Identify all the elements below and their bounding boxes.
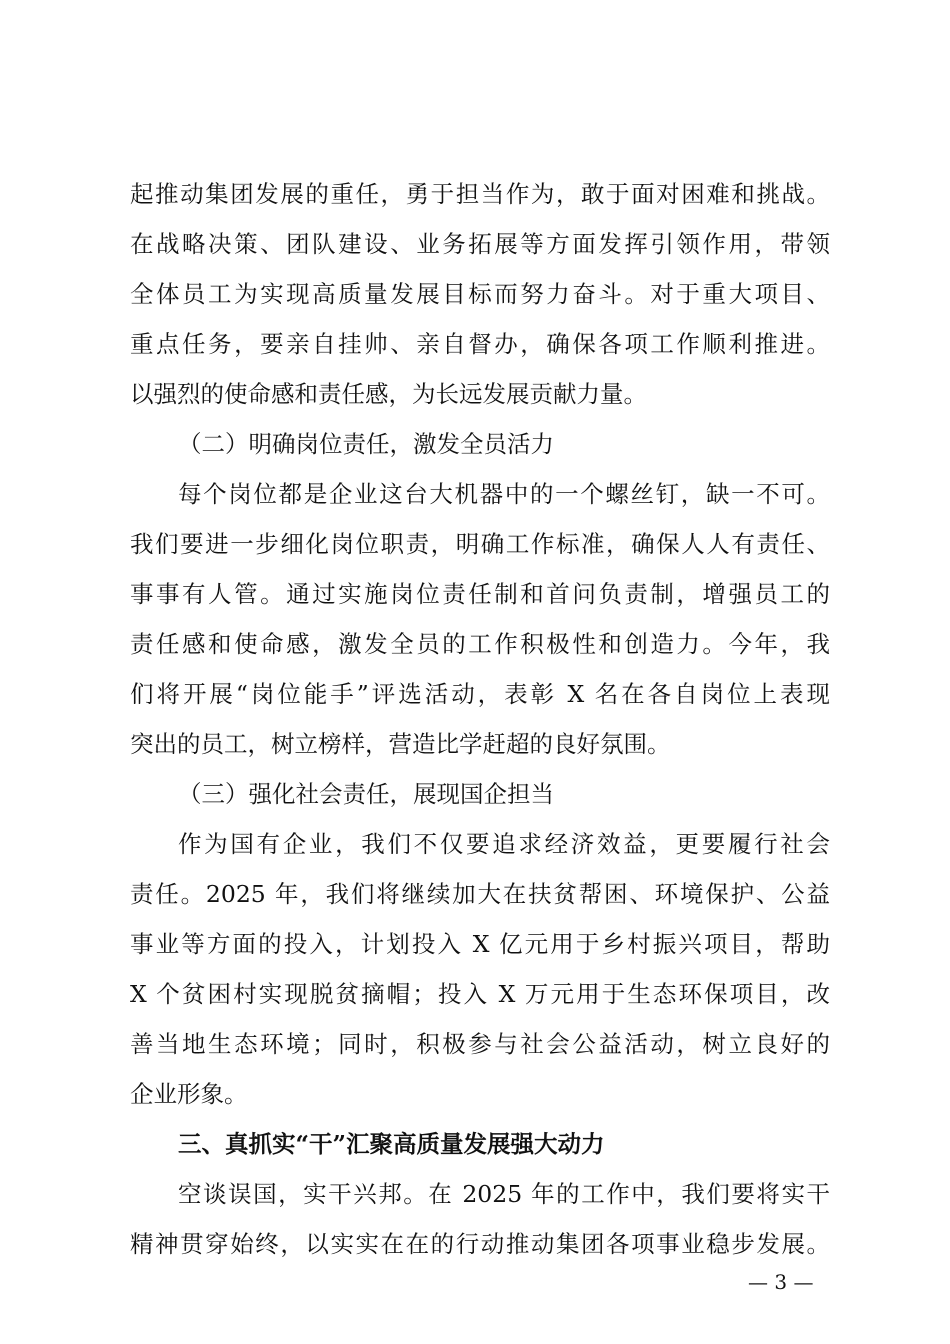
section-heading-3: （三）强化社会责任，展现国企担当	[178, 780, 554, 808]
paragraph-line: 们将开展“岗位能手”评选活动，表彰 X 名在各自岗位上表现	[130, 680, 830, 708]
paragraph-line: X 个贫困村实现脱贫摘帽；投入 X 万元用于生态环保项目，改	[130, 980, 830, 1008]
paragraph-line: 我们要进一步细化岗位职责，明确工作标准，确保人人有责任、	[130, 530, 830, 558]
paragraph-line: 精神贯穿始终，以实实在在的行动推动集团各项事业稳步发展。	[130, 1230, 830, 1258]
paragraph-line: 事事有人管。通过实施岗位责任制和首问负责制，增强员工的	[130, 580, 830, 608]
paragraph-line: 每个岗位都是企业这台大机器中的一个螺丝钉，缺一不可。	[178, 480, 830, 508]
paragraph-line: 责任。2025 年，我们将继续加大在扶贫帮困、环境保护、公益	[130, 880, 830, 908]
paragraph-line: 作为国有企业，我们不仅要追求经济效益，更要履行社会	[178, 830, 830, 858]
paragraph-line: 全体员工为实现高质量发展目标而努力奋斗。对于重大项目、	[130, 280, 830, 308]
paragraph-line: 空谈误国，实干兴邦。在 2025 年的工作中，我们要将实干	[178, 1180, 830, 1208]
paragraph-line: 重点任务，要亲自挂帅、亲自督办，确保各项工作顺利推进。	[130, 330, 830, 358]
paragraph-line: 善当地生态环境；同时，积极参与社会公益活动，树立良好的	[130, 1030, 830, 1058]
page-number: — 3 —	[748, 1270, 814, 1294]
chapter-heading: 三、真抓实“干”汇聚高质量发展强大动力	[178, 1130, 605, 1158]
paragraph-line: 企业形象。	[130, 1080, 248, 1108]
paragraph-line: 在战略决策、团队建设、业务拓展等方面发挥引领作用，带领	[130, 230, 830, 258]
paragraph-line: 以强烈的使命感和责任感，为长远发展贡献力量。	[130, 380, 647, 408]
section-heading-2: （二）明确岗位责任，激发全员活力	[178, 430, 554, 458]
paragraph-line: 责任感和使命感，激发全员的工作积极性和创造力。今年，我	[130, 630, 830, 658]
paragraph-line: 突出的员工，树立榜样，营造比学赶超的良好氛围。	[130, 730, 671, 758]
paragraph-line: 事业等方面的投入，计划投入 X 亿元用于乡村振兴项目，帮助	[130, 930, 830, 958]
paragraph-line: 起推动集团发展的重任，勇于担当作为，敢于面对困难和挑战。	[130, 180, 830, 208]
